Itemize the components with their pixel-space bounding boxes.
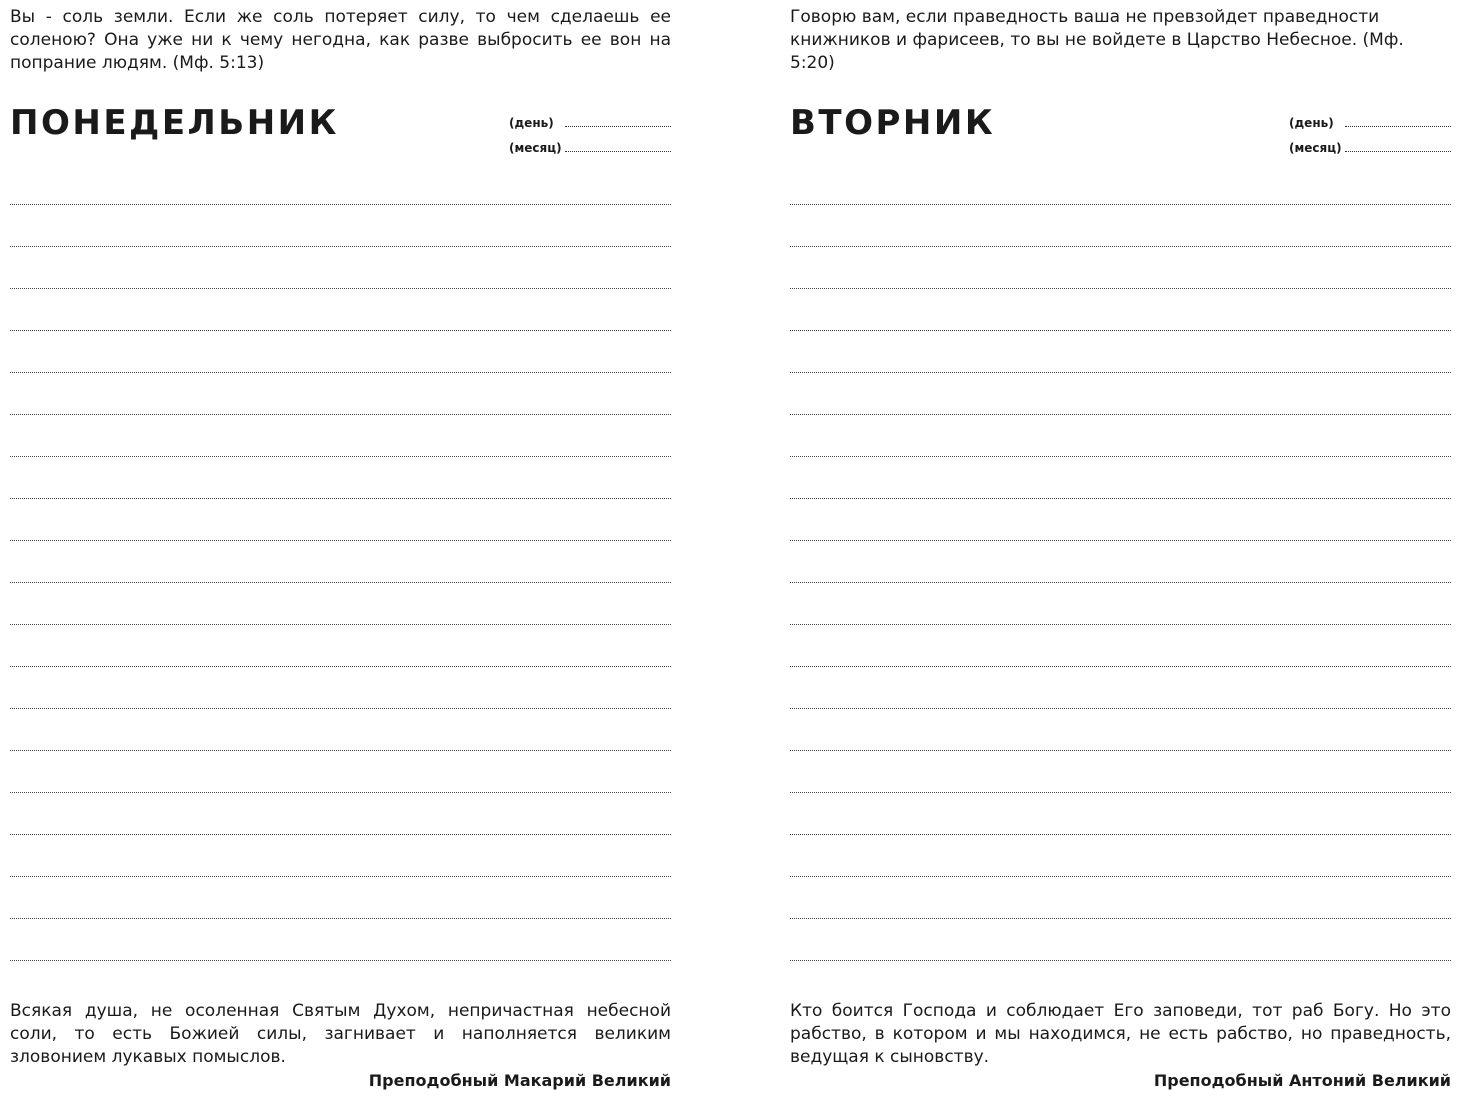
writing-line[interactable]	[790, 582, 1451, 583]
writing-line[interactable]	[10, 246, 671, 247]
saint-quote: Кто боится Господа и соблюдает Его заповеди, тот раб Богу. Но это рабство, в котором и мы находимся, не есть рабство, но праведность, ведущая к сыновству.	[790, 1001, 1451, 1067]
writing-line[interactable]	[790, 918, 1451, 919]
quote-author: Преподобный Макарий Великий	[368, 1071, 671, 1090]
writing-line[interactable]	[10, 624, 671, 625]
day-fill-line	[1345, 126, 1451, 127]
writing-line[interactable]	[10, 708, 671, 709]
writing-line[interactable]	[790, 666, 1451, 667]
writing-line[interactable]	[10, 582, 671, 583]
writing-line[interactable]	[10, 498, 671, 499]
scripture-verse: Вы - соль земли. Если же соль потеряет силу, то чем сделаешь ее соленою? Она уже ни к чему негодна, как разве выбросить ее вон на попрание людям. (Мф. 5:13)	[10, 7, 671, 73]
writing-line[interactable]	[790, 288, 1451, 289]
writing-line[interactable]	[10, 792, 671, 793]
day-label: (день)	[509, 116, 554, 130]
writing-line[interactable]	[790, 372, 1451, 373]
writing-line[interactable]	[790, 960, 1451, 961]
writing-line[interactable]	[10, 330, 671, 331]
writing-line[interactable]	[10, 456, 671, 457]
writing-line[interactable]	[10, 960, 671, 961]
day-field[interactable]	[1289, 107, 1451, 131]
writing-line[interactable]	[790, 750, 1451, 751]
month-label: (месяц)	[1289, 141, 1342, 155]
writing-line[interactable]	[790, 708, 1451, 709]
writing-line[interactable]	[790, 540, 1451, 541]
right-page	[790, 0, 1451, 1101]
writing-line[interactable]	[10, 414, 671, 415]
writing-line[interactable]	[790, 876, 1451, 877]
writing-line[interactable]	[10, 204, 671, 205]
month-field[interactable]	[509, 132, 671, 156]
day-title: ВТОРНИК	[790, 103, 996, 143]
writing-line[interactable]	[790, 330, 1451, 331]
writing-line[interactable]	[10, 918, 671, 919]
writing-line[interactable]	[790, 792, 1451, 793]
day-title: ПОНЕДЕЛЬНИК	[10, 103, 339, 143]
writing-line[interactable]	[10, 288, 671, 289]
writing-line[interactable]	[790, 246, 1451, 247]
date-fields	[509, 107, 671, 157]
saint-quote: Всякая душа, не осоленная Святым Духом, непричастная небесной соли, то есть Божией силы, загнивает и наполняется великим зловонием лукавых помыслов.	[10, 1001, 671, 1067]
day-fill-line	[565, 126, 671, 127]
writing-line[interactable]	[790, 204, 1451, 205]
month-field[interactable]	[1289, 132, 1451, 156]
writing-line[interactable]	[790, 624, 1451, 625]
left-page	[10, 0, 671, 1101]
writing-line[interactable]	[10, 372, 671, 373]
month-fill-line	[565, 151, 671, 152]
quote-author: Преподобный Антоний Великий	[1153, 1071, 1451, 1090]
writing-line[interactable]	[10, 834, 671, 835]
writing-line[interactable]	[790, 498, 1451, 499]
month-fill-line	[1345, 151, 1451, 152]
month-label: (месяц)	[509, 141, 562, 155]
day-field[interactable]	[509, 107, 671, 131]
writing-line[interactable]	[790, 834, 1451, 835]
writing-line[interactable]	[790, 414, 1451, 415]
writing-line[interactable]	[10, 666, 671, 667]
day-label: (день)	[1289, 116, 1334, 130]
writing-line[interactable]	[790, 456, 1451, 457]
writing-line[interactable]	[10, 750, 671, 751]
date-fields	[1289, 107, 1451, 157]
scripture-verse: Говорю вам, если праведность ваша не превзойдет праведности книжников и фарисеев, то вы не войдете в Царство Небесное. (Мф. 5:20)	[790, 7, 1404, 73]
writing-line[interactable]	[10, 540, 671, 541]
writing-line[interactable]	[10, 876, 671, 877]
